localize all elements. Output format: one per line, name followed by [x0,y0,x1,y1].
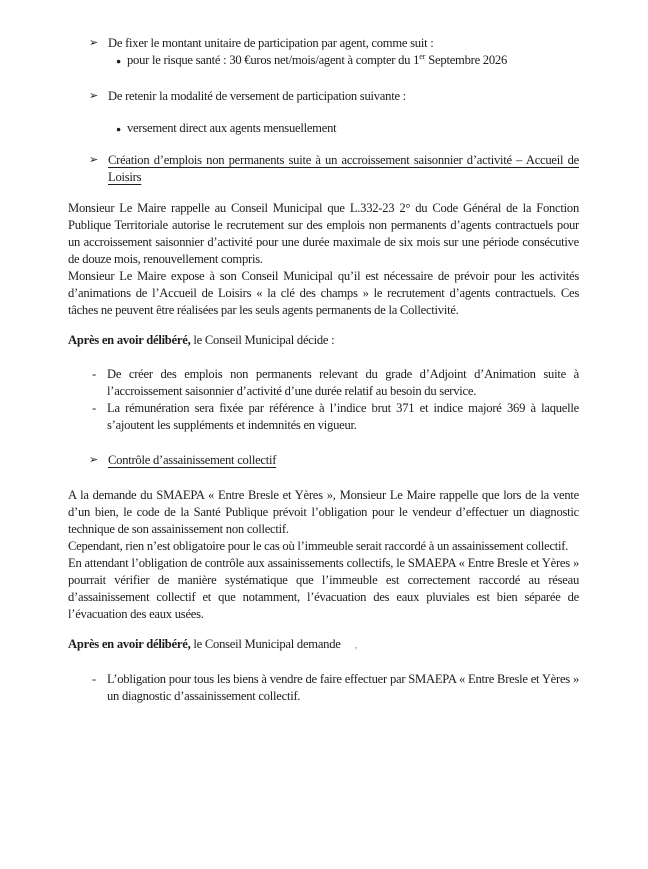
arrow-bullet-icon: ➢ [89,37,99,49]
sante-text-post: Septembre 2026 [425,53,507,67]
dot-bullet-icon: ● [116,56,122,66]
dash-item-obligation-diagnostic [68,671,579,705]
arrow-item-modalite [68,88,579,105]
document-content [68,35,579,705]
deliberation-demande-line [68,636,579,654]
dot-bullet-icon: ● [116,124,122,134]
stray-comma-mark: , [354,639,358,651]
delib-rest-text: le Conseil Municipal décide : [190,333,335,347]
paragraph-cependant: Cependant, rien n’est obligatoire pour le cas où l’immeuble serait raccordé à un assainissement collectif. [68,539,569,553]
paragraph-demande-smaepa: A la demande du SMAEPA « Entre Bresle et Yères », Monsieur Le Maire rappelle que lors de la vente d’un bien, le code de la Santé Publique prévoit l’obligation pour le vendeur d’effectuer un diagnostic technique de son assainissement non collectif. [68,488,579,536]
dash-item-creation-emplois [68,366,579,400]
delib-bold-text: Après en avoir délibéré, [68,637,191,651]
delib-rest-text: le Conseil Municipal demande [190,637,341,651]
arrow-item-text: De retenir la modalité de versement de participation suivante : [108,89,406,103]
paragraph-rappel-code: Monsieur Le Maire rappelle au Conseil Municipal que L.332-23 2° du Code Général de la Fonction Publique Territoriale autorise le recrutement sur des emplois non permanents d’agents contractuels pour un accroissement saisonnier d’activité pour une durée maximale de six mois sur une période consécutive de douze mois, renouvellement compris. [68,201,579,266]
dash-bullet-icon: - [92,401,97,415]
dash-bullet-icon: - [92,367,97,381]
deliberation-decide-line [68,332,579,349]
section-heading-text: Contrôle d’assainissement collectif [108,453,277,467]
arrow-item-text: De fixer le montant unitaire de participation par agent, comme suit : [108,36,434,50]
dash-item-text: L’obligation pour tous les biens à vendre de faire effectuer par SMAEPA « Entre Bresle et Yères » un diagnostic d’assainissement collectif. [107,672,579,703]
delib-bold-text: Après en avoir délibéré, [68,333,191,347]
arrow-bullet-icon: ➢ [89,154,99,166]
paragraph-en-attendant: En attendant l’obligation de contrôle aux assainissements collectifs, le SMAEPA « Entre Bresle et Yères » pourrait vérifier de manière systématique que l’immeuble est correctement raccordé au réseau d’assainissement collectif et que notamment, l’évacuation des eaux pluviales est bien séparée de l’évacuation des eaux usées. [68,556,579,621]
sante-text-pre: pour le risque santé : 30 €uros net/mois/agent à compter du 1 [127,53,420,67]
arrow-item-fix-amount [68,35,579,52]
arrow-bullet-icon: ➢ [89,90,99,102]
dash-item-remuneration [68,400,579,434]
paragraph-expose-accueil: Monsieur Le Maire expose à son Conseil Municipal qu’il est nécessaire de prévoir pour les activités d’animations de l’Accueil de Loisirs « la clé des champs » le recrutement d’agents contractuels. Ces tâches ne peuvent être réalisées par les seuls agents permanents de la Collectivité. [68,269,579,317]
bullet-item-risque-sante [68,52,579,69]
section-heading-creation-emplois [68,152,579,186]
dash-item-text: De créer des emplois non permanents relevant du grade d’Adjoint d’Animation suite à l’accroissement saisonnier d’activité d’une durée relatif au besoin du service. [107,367,579,398]
section-heading-controle-assainissement [68,452,579,469]
dash-bullet-icon: - [92,672,97,686]
arrow-bullet-icon: ➢ [89,454,99,466]
section-heading-text: Création d’emplois non permanents suite à un accroissement saisonnier d’activité – Accueil de Loisirs [108,153,579,184]
bullet-item-text: versement direct aux agents mensuellement [127,121,337,135]
bullet-item-versement-direct [68,120,579,137]
ordinal-superscript: er [419,51,426,61]
bullet-item-text [127,53,507,67]
dash-item-text: La rémunération sera fixée par référence à l’indice brut 371 et indice majoré 369 à laquelle s’ajoutent les suppléments et indemnités en vigueur. [107,401,579,432]
